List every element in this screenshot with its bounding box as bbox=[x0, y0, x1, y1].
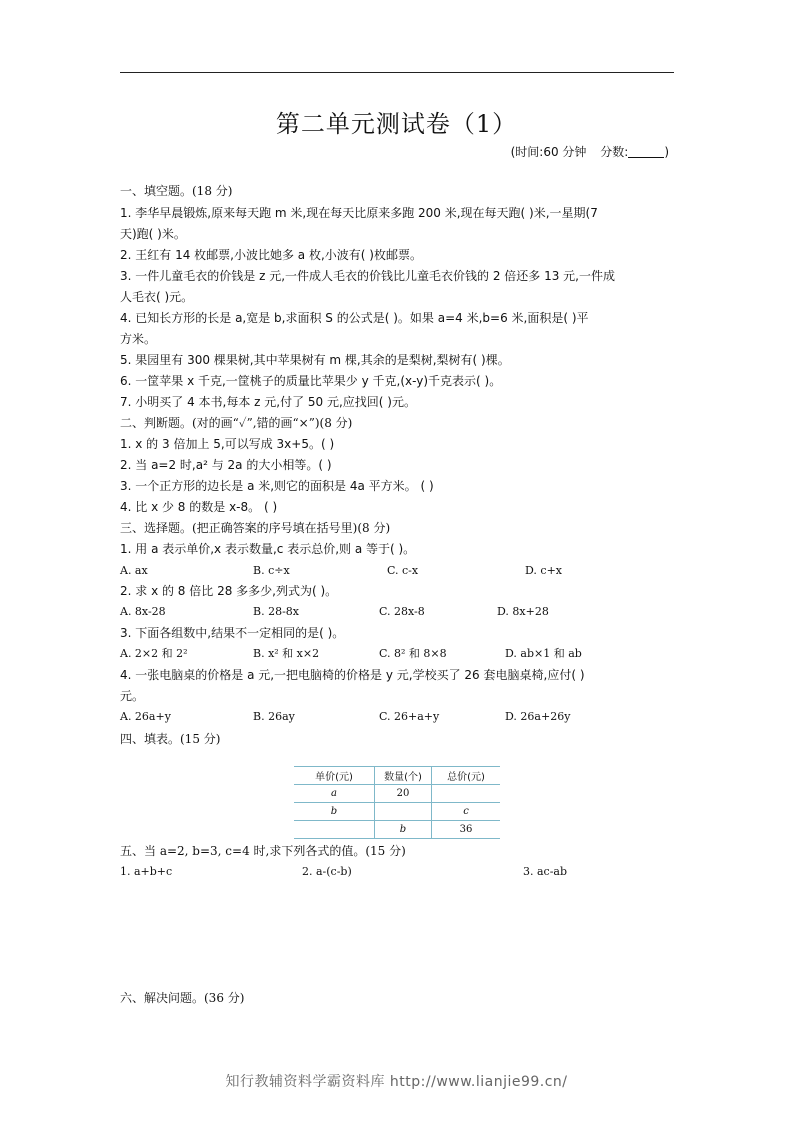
table-header-total-price: 总价(元) bbox=[432, 767, 501, 785]
table-cell[interactable] bbox=[432, 785, 501, 803]
table-row bbox=[294, 803, 500, 821]
fill-q2: 2. 王红有 14 枚邮票,小波比她多 a 枚,小波有( )枚邮票。 bbox=[120, 248, 422, 262]
section-2-heading bbox=[120, 415, 680, 431]
table-cell[interactable]: 20 bbox=[375, 785, 432, 803]
section-4-heading: 四、填表。(15 分) bbox=[120, 732, 221, 746]
choice-q4-option-d[interactable]: D. 26a+26y bbox=[505, 710, 571, 723]
choice-q1-option-d[interactable]: D. c+x bbox=[525, 564, 563, 577]
fill-q4-line1: 4. 已知长方形的长是 a,宽是 b,求面积 S 的公式是( )。如果 a=4 米,b=6 米,面积是( )平 bbox=[120, 311, 589, 325]
section-5-heading: 五、当 a=2, b=3, c=4 时,求下列各式的值。(15 分) bbox=[120, 844, 406, 858]
page-title: 第二单元测试卷（1） bbox=[275, 110, 518, 138]
choice-q3: 3. 下面各组数中,结果不一定相同的是( )。 bbox=[120, 626, 345, 640]
choice-q3-option-b[interactable]: B. x² 和 x×2 bbox=[253, 647, 320, 660]
table-cell[interactable]: a bbox=[294, 785, 375, 803]
choice-q4-line2: 元。 bbox=[120, 689, 145, 703]
time-limit: (时间:60 分钟 bbox=[510, 145, 587, 159]
exam-meta bbox=[511, 143, 669, 160]
choice-q2-option-a[interactable]: A. 8x-28 bbox=[120, 605, 166, 618]
choice-q2-option-d[interactable]: D. 8x+28 bbox=[497, 605, 549, 618]
fill-q4-line2: 方米。 bbox=[120, 332, 157, 346]
table-cell[interactable]: 36 bbox=[432, 821, 501, 839]
meta-close: ) bbox=[664, 145, 669, 159]
choice-q3-option-d[interactable]: D. ab×1 和 ab bbox=[505, 647, 582, 660]
section-1-heading: 一、填空题。(18 分) bbox=[120, 184, 233, 198]
check-mark-icon: ✓ bbox=[238, 416, 247, 430]
choice-q2-option-b[interactable]: B. 28-8x bbox=[253, 605, 299, 618]
fill-q7: 7. 小明买了 4 本书,每本 z 元,付了 50 元,应找回( )元。 bbox=[120, 395, 416, 409]
score-label: 分数: bbox=[600, 145, 629, 159]
choice-q1-option-c[interactable]: C. c-x bbox=[387, 564, 419, 577]
choice-q4-line1: 4. 一张电脑桌的价格是 a 元,一把电脑椅的价格是 y 元,学校买了 26 套电脑桌椅,应付( ) bbox=[120, 668, 585, 682]
choice-q4-option-c[interactable]: C. 26+a+y bbox=[379, 710, 440, 723]
choice-q4-option-b[interactable]: B. 26ay bbox=[253, 710, 295, 723]
table-cell[interactable] bbox=[294, 821, 375, 839]
section-2-text-rest: ”,错的画“×”)(8 分) bbox=[246, 416, 353, 430]
table-cell[interactable] bbox=[375, 803, 432, 821]
choice-q4-option-a[interactable]: A. 26a+y bbox=[120, 710, 171, 723]
footer-watermark: 知行教辅资料学霸资料库 http://www.lianjie99.cn/ bbox=[225, 1074, 568, 1090]
calc-item-2: 2. a-(c-b) bbox=[302, 865, 352, 878]
table-row bbox=[294, 821, 500, 839]
choice-q3-option-c[interactable]: C. 8² 和 8×8 bbox=[379, 647, 447, 660]
judge-q3: 3. 一个正方形的边长是 a 米,则它的面积是 4a 平方米。 ( ) bbox=[120, 479, 434, 493]
section-6-heading: 六、解决问题。(36 分) bbox=[120, 991, 245, 1005]
fill-q1-line2: 天)跑( )米。 bbox=[120, 227, 186, 241]
table-cell[interactable]: b bbox=[294, 803, 375, 821]
section-3-heading: 三、选择题。(把正确答案的序号填在括号里)(8 分) bbox=[120, 521, 391, 535]
table-cell[interactable]: c bbox=[432, 803, 501, 821]
table-cell[interactable]: b bbox=[375, 821, 432, 839]
fill-q3-line1: 3. 一件儿童毛衣的价钱是 z 元,一件成人毛衣的价钱比儿童毛衣价钱的 2 倍还多 13 元,一件成 bbox=[120, 269, 615, 283]
judge-q4: 4. 比 x 少 8 的数是 x-8。 ( ) bbox=[120, 500, 278, 514]
table-row bbox=[294, 785, 500, 803]
choice-q2-option-c[interactable]: C. 28x-8 bbox=[379, 605, 425, 618]
judge-q2: 2. 当 a=2 时,a² 与 2a 的大小相等。( ) bbox=[120, 458, 332, 472]
choice-q3-option-a[interactable]: A. 2×2 和 2² bbox=[120, 647, 188, 660]
section-2-text: 二、判断题。(对的画“ bbox=[120, 416, 239, 430]
choice-q1-option-a[interactable]: A. ax bbox=[120, 564, 148, 577]
calc-item-3: 3. ac-ab bbox=[523, 865, 568, 878]
table-header-row bbox=[294, 767, 500, 785]
fill-q6: 6. 一筐苹果 x 千克,一筐桃子的质量比苹果少 y 千克,(x-y)千克表示( )。 bbox=[120, 374, 502, 388]
table-header-quantity: 数量(个) bbox=[375, 767, 432, 785]
fill-q3-line2: 人毛衣( )元。 bbox=[120, 290, 194, 304]
price-table bbox=[294, 766, 500, 839]
judge-q1: 1. x 的 3 倍加上 5,可以写成 3x+5。( ) bbox=[120, 437, 335, 451]
fill-q5: 5. 果园里有 300 棵果树,其中苹果树有 m 棵,其余的是梨树,梨树有( )棵。 bbox=[120, 353, 510, 367]
header-rule bbox=[120, 72, 674, 73]
score-blank[interactable] bbox=[628, 145, 664, 158]
choice-q2: 2. 求 x 的 8 倍比 28 多多少,列式为( )。 bbox=[120, 584, 338, 598]
calc-item-1: 1. a+b+c bbox=[120, 865, 173, 878]
choice-q1: 1. 用 a 表示单价,x 表示数量,c 表示总价,则 a 等于( )。 bbox=[120, 542, 416, 556]
table-header-unit-price: 单价(元) bbox=[294, 767, 375, 785]
fill-q1-line1: 1. 李华早晨锻炼,原来每天跑 m 米,现在每天比原来多跑 200 米,现在每天跑( )米,一星期(7 bbox=[120, 206, 598, 220]
choice-q1-option-b[interactable]: B. c÷x bbox=[253, 564, 290, 577]
